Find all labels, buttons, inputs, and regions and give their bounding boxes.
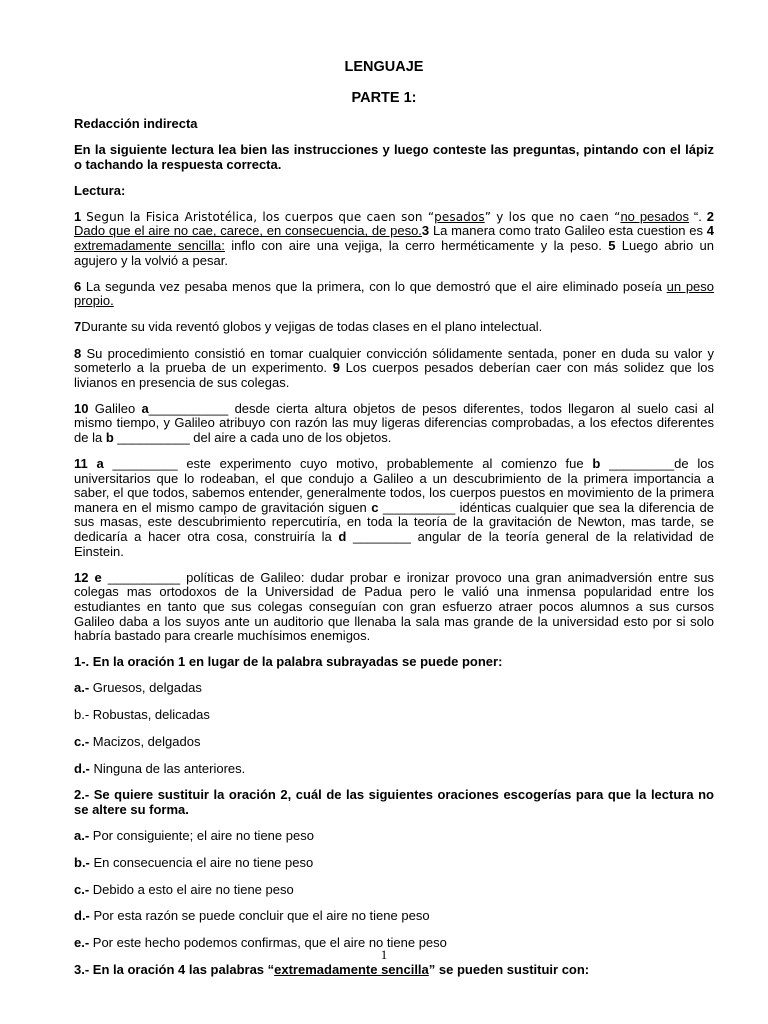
sentence-number: 6 xyxy=(74,278,82,294)
question-3-underlined: extremadamente sencilla xyxy=(274,962,429,978)
paragraph-7 xyxy=(74,571,714,644)
paragraph-6 xyxy=(74,457,714,559)
sentence-number: 12 xyxy=(74,569,89,585)
sentence-6-underlined: un peso propio. xyxy=(74,278,715,309)
page-title: LENGUAJE xyxy=(344,59,424,75)
option-text: Ninguna de las anteriores. xyxy=(89,760,246,776)
answer-option[interactable] xyxy=(74,708,714,723)
option-text: Por consiguiente; el aire no tiene peso xyxy=(89,828,314,844)
document-body xyxy=(74,117,714,989)
sentence-12-text: __________ políticas de Galileo: dudar probar e ironizar provoco una gran animadversión entre sus colegas mas ortodoxos de la Universidad de Padua pero le valió una inmensa popularidad entre los estudiantes en tanto que sus colegas conseguían con gran esfuerzo atraer pocos alumnos a sus cursos Galileo daba a los suyos ante un auditorio que llenaba la sala mas grande de la universidad esto por si solo habría bastado para crearle muchísimos enemigos. xyxy=(74,569,714,644)
answer-option[interactable] xyxy=(74,681,714,696)
sentence-number: 5 xyxy=(608,238,616,254)
question-3-text: ” se pueden sustituir con: xyxy=(428,962,590,978)
sentence-11-text: ________ angular de la teoría general de la relatividad de Einstein. xyxy=(74,529,714,559)
question-3-text: 3.- En la oración 4 las palabras “ xyxy=(74,962,275,978)
question-1: 1-. En la oración 1 en lugar de la palabra subrayadas se puede poner: xyxy=(74,654,503,670)
answer-option[interactable] xyxy=(74,856,714,871)
sentence-10-text: desde cierta altura objetos de pesos diferentes, todos llegaron al suelo casi al mismo tiempo, y Galileo atribuyo con razón las muy ligeras diferencias comprobadas, a los efectos diferentes de la xyxy=(74,400,714,445)
instructions: En la siguiente lectura lea bien las instrucciones y luego conteste las preguntas, pintando con el lápiz o tachando la respuesta correcta. xyxy=(74,142,714,172)
sentence-11-text: __________ idénticas cualquier que sea la diferencia de sus masas, este descubrimiento repercutiría, en toda la teoría de la gravitación de Newton, mas tarde, se dedicaría a hacer otra cosa, construiría la xyxy=(74,499,715,545)
sentence-6: La segunda vez pesaba menos que la primera, con lo que demostró que el aire eliminado poseía xyxy=(81,278,667,294)
answer-option[interactable] xyxy=(74,829,714,844)
blank-letter-d: d xyxy=(338,529,347,545)
sentence-7: Durante su vida reventó globos y vejigas de todas clases en el plano intelectual. xyxy=(81,319,543,335)
sentence-8: Su procedimiento consistió en tomar cualquier convicción sólidamente sentada, poner en duda su valor y someterlo a la prueba de un experimento. xyxy=(74,345,714,376)
answer-option[interactable] xyxy=(74,735,714,750)
blank-letter-c: c xyxy=(371,499,379,515)
sentence-number: 10 xyxy=(74,400,89,416)
sentence-5: Luego abrio un agujero y la volvió a pesar. xyxy=(74,238,714,268)
blank-letter-a: a xyxy=(96,456,104,472)
blank-letter-b: b xyxy=(592,456,601,472)
blank-a: ___________ xyxy=(148,400,229,416)
sentence-10-text: __________ del aire a cada uno de los objetos. xyxy=(113,430,392,445)
option-letter: d.- xyxy=(74,760,90,776)
question-3 xyxy=(74,963,714,978)
option-text: Debido a esto el aire no tiene peso xyxy=(89,881,294,897)
blank-letter-e: e xyxy=(94,569,102,585)
sentence-4: inflo con aire una vejiga, la cerro herméticamente y la peso. xyxy=(224,238,609,254)
sentence-number: 4 xyxy=(706,223,714,239)
sentence-1: Segun la Fisica Aristotélica, los cuerpos que caen son “pesados” y los que no caen “no pesados “. xyxy=(86,208,707,224)
option-text: Robustas, delicadas xyxy=(89,707,210,723)
sentence-11-text: _________ este experimento cuyo motivo, probablemente al comienzo fue xyxy=(103,456,593,472)
sentence-number: 11 xyxy=(74,456,88,472)
option-text: En consecuencia el aire no tiene peso xyxy=(89,854,314,870)
sentence-2: Dado que el aire no cae, carece, en consecuencia, de peso. xyxy=(74,223,422,239)
answer-option[interactable] xyxy=(74,883,714,898)
paragraph-4 xyxy=(74,347,714,391)
paragraph-1 xyxy=(74,210,714,268)
option-letter: a.- xyxy=(74,828,90,844)
sentence-number: 3 xyxy=(421,223,430,239)
paragraph-5 xyxy=(74,402,714,446)
option-letter: c.- xyxy=(74,881,90,897)
sentence-number: 1 xyxy=(74,208,82,224)
answer-option[interactable] xyxy=(74,909,714,924)
page-number: 1 xyxy=(380,947,388,962)
sentence-number: 7 xyxy=(74,319,82,335)
blank-letter-a: a xyxy=(141,400,149,416)
sentence-number: 2 xyxy=(706,208,714,224)
option-letter: c.- xyxy=(74,733,90,749)
option-text: Macizos, delgados xyxy=(89,733,201,749)
option-letter: b.- xyxy=(74,854,90,870)
option-letter: e.- xyxy=(74,935,90,951)
sentence-9: Los cuerpos pesados deberían caer con más solidez que los livianos en presencia de sus colegas. xyxy=(74,360,714,390)
sentence-number: 9 xyxy=(332,360,340,376)
paragraph-3 xyxy=(74,320,714,335)
option-letter: d.- xyxy=(74,908,90,924)
answer-option[interactable] xyxy=(74,762,714,777)
option-letter: b.- xyxy=(74,707,90,723)
part-heading: PARTE 1: xyxy=(351,90,417,106)
option-text: Por este hecho podemos confirmas, que el aire no tiene peso xyxy=(89,935,447,951)
sentence-4-underlined: extremadamente sencilla: xyxy=(74,238,225,254)
option-text: Por esta razón se puede concluir que el aire no tiene peso xyxy=(89,908,430,924)
reading-label: Lectura: xyxy=(74,182,126,198)
paragraph-2 xyxy=(74,280,714,309)
sentence-10-text: Galileo xyxy=(88,400,142,416)
question-2: 2.- Se quiere sustituir la oración 2, cuál de las siguientes oraciones escogerías para que la lectura no se altere su forma. xyxy=(74,787,714,818)
option-letter: a.- xyxy=(74,680,90,696)
blank-letter-b: b xyxy=(105,430,114,445)
option-text: Gruesos, delgadas xyxy=(89,680,202,696)
sentence-11-text: _________de los universitarios que lo rodeaban, el que condujo a Galileo a un descubrimiento de la primera importancia a saber, el que todos, sabemos entender, generalmente todos, los cuerpos puestos en movimiento de la primera manera en el mismo campo de gravitación siguen xyxy=(74,456,714,515)
sentence-number: 8 xyxy=(74,345,82,361)
section-heading: Redacción indirecta xyxy=(74,116,198,131)
sentence-3: La manera como trato Galileo esta cuestion es xyxy=(429,223,707,239)
